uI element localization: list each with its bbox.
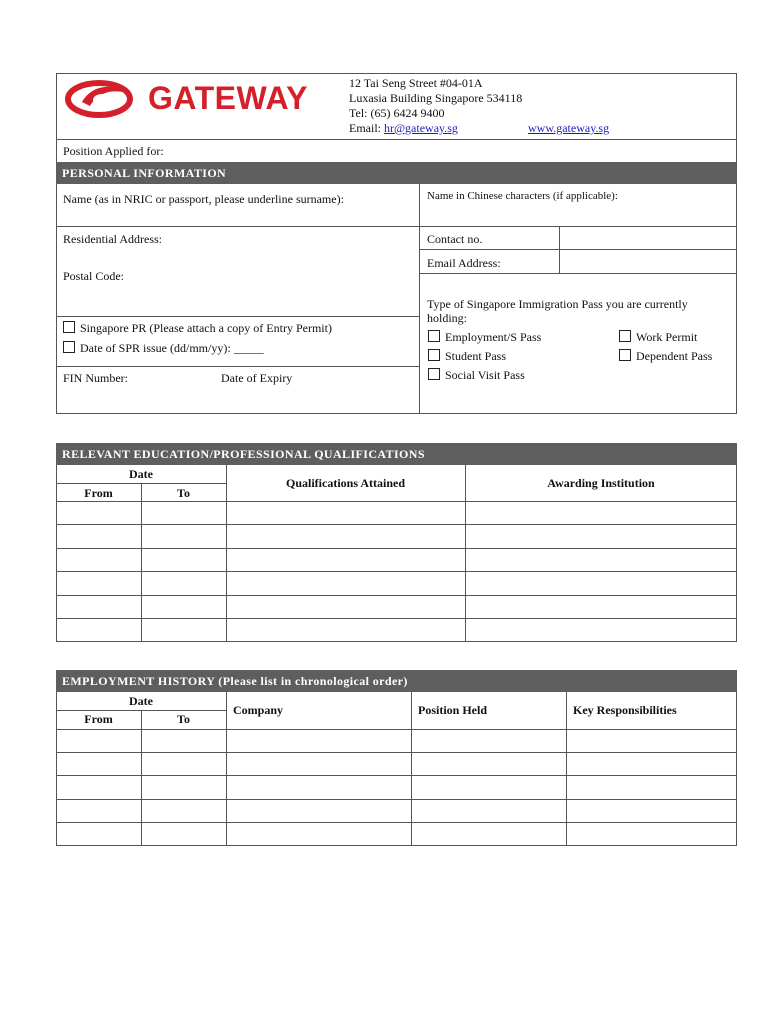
employment-pass-checkbox[interactable] — [428, 330, 440, 342]
email-address-label: Email Address: — [427, 256, 501, 270]
chinese-name-label: Name in Chinese characters (if applicable): — [427, 190, 618, 202]
education-heading: RELEVANT EDUCATION/PROFESSIONAL QUALIFICATIONS — [56, 443, 737, 465]
spr-checkbox[interactable] — [63, 321, 75, 333]
institution-header: Awarding Institution — [547, 476, 655, 490]
email-line — [349, 121, 458, 136]
address-line-1: 12 Tai Seng Street #04-01A — [349, 76, 483, 90]
emp-to-header: To — [177, 712, 190, 726]
work-permit-checkbox[interactable] — [619, 330, 631, 342]
qualifications-header: Qualifications Attained — [285, 476, 405, 490]
position-held-header: Position Held — [418, 703, 488, 717]
dependent-pass-checkbox[interactable] — [619, 349, 631, 361]
spr-label: Singapore PR (Please attach a copy of Entry Permit) — [80, 321, 332, 335]
emp-date-header: Date — [129, 694, 153, 708]
student-pass-option[interactable] — [428, 349, 506, 364]
emp-from-header: From — [84, 712, 113, 726]
telephone: Tel: (65) 6424 9400 — [349, 106, 445, 120]
work-permit-label: Work Permit — [636, 330, 698, 344]
student-pass-label: Student Pass — [445, 349, 507, 363]
student-pass-checkbox[interactable] — [428, 349, 440, 361]
edu-from-header: From — [84, 486, 113, 500]
employment-pass-option[interactable] — [428, 330, 541, 345]
contact-label: Contact no. — [427, 232, 483, 246]
edu-date-header: Date — [129, 467, 153, 481]
spr-option[interactable] — [63, 321, 332, 336]
website-line — [528, 121, 609, 136]
social-visit-pass-checkbox[interactable] — [428, 368, 440, 380]
postal-code-label: Postal Code: — [63, 269, 125, 283]
dependent-pass-option[interactable] — [619, 349, 712, 364]
email-link[interactable]: hr@gateway.sg — [384, 121, 458, 135]
spr-date-option[interactable] — [63, 341, 264, 356]
dependent-pass-label: Dependent Pass — [636, 349, 713, 363]
position-applied-row — [56, 139, 737, 162]
spr-date-checkbox[interactable] — [63, 341, 75, 353]
email-prefix: Email: — [349, 121, 384, 135]
date-of-expiry-label: Date of Expiry — [221, 371, 293, 385]
work-permit-option[interactable] — [619, 330, 697, 345]
social-visit-pass-option[interactable] — [428, 368, 525, 383]
pass-question: Type of Singapore Immigration Pass you are currently holding: — [427, 297, 688, 325]
spr-date-label: Date of SPR issue (dd/mm/yy): _____ — [80, 341, 264, 355]
name-label: Name (as in NRIC or passport, please underline surname): — [63, 192, 344, 206]
logo — [64, 78, 339, 120]
fin-number-label: FIN Number: — [63, 371, 128, 385]
logo-text: GATEWAY — [148, 80, 308, 116]
website-link[interactable]: www.gateway.sg — [528, 121, 610, 135]
residential-address-label: Residential Address: — [63, 232, 162, 246]
employment-heading: EMPLOYMENT HISTORY (Please list in chronological order) — [56, 670, 737, 692]
position-applied-label: Position Applied for: — [63, 144, 164, 158]
edu-to-header: To — [177, 486, 190, 500]
address-line-2: Luxasia Building Singapore 534118 — [349, 91, 523, 105]
company-header: Company — [233, 703, 284, 717]
personal-info-heading: PERSONAL INFORMATION — [56, 162, 737, 184]
key-responsibilities-header: Key Responsibilities — [573, 703, 677, 717]
employment-pass-label: Employment/S Pass — [445, 330, 542, 344]
social-visit-pass-label: Social Visit Pass — [445, 368, 525, 382]
